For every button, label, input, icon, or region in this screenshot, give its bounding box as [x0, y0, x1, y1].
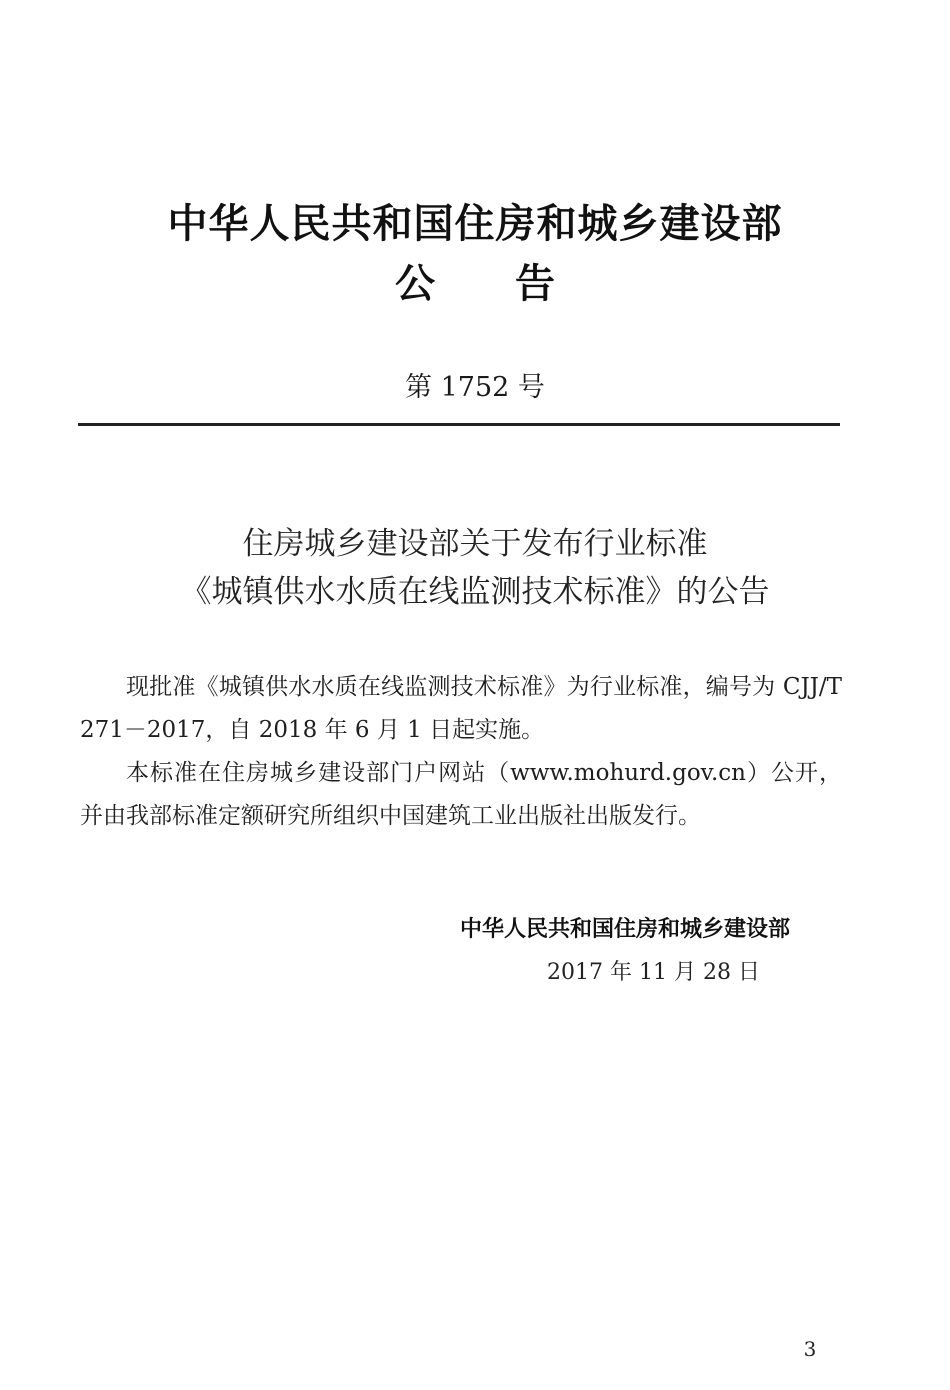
notice-heading-line-1: 住房城乡建设部关于发布行业标准 — [242, 526, 708, 562]
announcement-title-char-1: 公 — [395, 261, 435, 307]
announcement-title — [0, 252, 950, 309]
issue-number: 第 1752 号 — [405, 372, 545, 403]
notice-heading-line-2: 《城镇供水水质在线监测技术标准》的公告 — [180, 574, 770, 610]
notice-body — [80, 666, 842, 838]
header-divider — [78, 423, 840, 426]
page-number: 3 — [803, 1337, 817, 1361]
issue-date: 2017 年 11 月 28 日 — [547, 960, 760, 985]
notice-heading — [0, 520, 950, 616]
announcement-title-char-2: 告 — [515, 261, 555, 307]
notice-paragraph-publication: 本标准在住房城乡建设部门户网站（www.mohurd.gov.cn）公开，并由我部标准定额研究所组织中国建筑工业出版社出版发行。 — [80, 760, 842, 829]
notice-paragraph-approval: 现批准《城镇供水水质在线监测技术标准》为行业标准，编号为 CJJ/T 271－2017，自 2018 年 6 月 1 日起实施。 — [80, 674, 842, 743]
ministry-title: 中华人民共和国住房和城乡建设部 — [167, 201, 783, 247]
issuer-signature: 中华人民共和国住房和城乡建设部 — [459, 917, 790, 942]
